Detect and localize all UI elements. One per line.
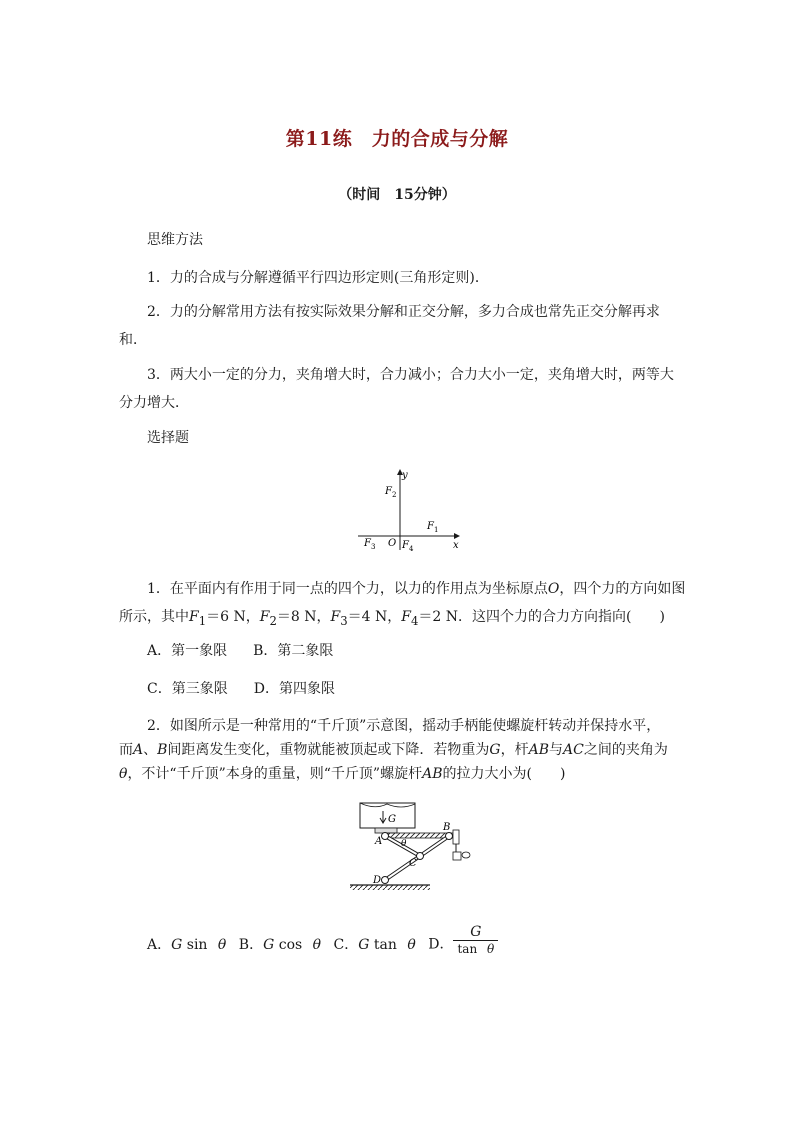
f1-label: $F_1$ — [427, 521, 439, 534]
question-2-line-3: θ，不计“千斤顶”本身的重量，则“千斤顶”螺旋杆AB的拉力大小为( ) — [119, 766, 566, 782]
q2-option-b[interactable]: B．G cos θ — [238, 936, 322, 953]
force-axes-figure — [355, 466, 475, 556]
label-theta: θ — [401, 839, 407, 849]
q1-options-row-1 — [147, 637, 359, 665]
y-axis-label: y — [402, 470, 408, 481]
q2-option-c[interactable]: C．G tan θ — [333, 936, 416, 953]
jack-figure — [345, 798, 495, 898]
page-title: 第11练 力的合成与分解 — [285, 128, 509, 150]
method-item-3: 3．两大小一定的分力，夹角增大时，合力减小；合力大小一定，夹角增大时，两等大分力增大． — [119, 367, 674, 411]
q1-options-row-2 — [147, 675, 361, 703]
origin-label: O — [388, 538, 397, 549]
joint-c — [417, 853, 424, 860]
q2-options — [147, 924, 498, 961]
handle — [453, 852, 461, 860]
x-axis-label: x — [453, 540, 459, 551]
joint-b — [446, 833, 453, 840]
label-b: B — [443, 822, 451, 833]
label-d: D — [373, 875, 382, 886]
q2-option-a[interactable]: A．G sin θ — [147, 936, 227, 953]
method-item-2: 2．力的分解常用方法有按实际效果分解和正交分解，多力合成也常先正交分解再求和． — [119, 304, 660, 348]
f2-label: $F_2$ — [385, 486, 397, 499]
fraction: $\frac{G}{\text{tan θ}}$ — [453, 924, 498, 957]
method-item-1: 1．力的合成与分解遵循平行四边形定则(三角形定则)． — [147, 270, 489, 286]
joint-a — [382, 833, 389, 840]
q1-option-a[interactable]: A．第一象限 — [147, 643, 228, 659]
f3-label: $F_3$ — [364, 538, 376, 551]
q1-option-b[interactable]: B．第二象限 — [253, 643, 334, 659]
q2-option-d[interactable]: D． $\frac{G}{\text{tan θ}}$ — [428, 928, 498, 961]
label-a: A — [375, 836, 383, 847]
question-1: 1．在平面内有作用于同一点的四个力，以力的作用点为坐标原点O，四个力的方向如图所示，其中$F_1=6$ N，$F_2=8$ N，$F_3=4$ N，$F_4=2$ N．这四个力的合力方向指向( ) — [119, 581, 686, 628]
f4-label: $F_4$ — [402, 540, 414, 553]
gravity-label: G — [388, 814, 396, 825]
joint-d — [382, 877, 389, 884]
section-choice-heading: 选择题 — [147, 430, 189, 446]
q1-option-c[interactable]: C．第三象限 — [147, 681, 228, 697]
question-2-line-1: 2．如图所示是一种常用的“千斤顶”示意图，摇动手柄能使螺旋杆转动并保持水平， — [147, 718, 661, 734]
page-subtitle: （时间 15分钟） — [338, 187, 456, 203]
question-2-line-2: 而A、B间距离发生变化，重物就能被顶起或下降．若物重为G，杆AB与AC之间的夹角为 — [119, 742, 668, 758]
q1-option-d[interactable]: D．第四象限 — [253, 681, 335, 697]
label-c: C — [409, 858, 417, 869]
section-method-heading: 思维方法 — [147, 232, 203, 248]
